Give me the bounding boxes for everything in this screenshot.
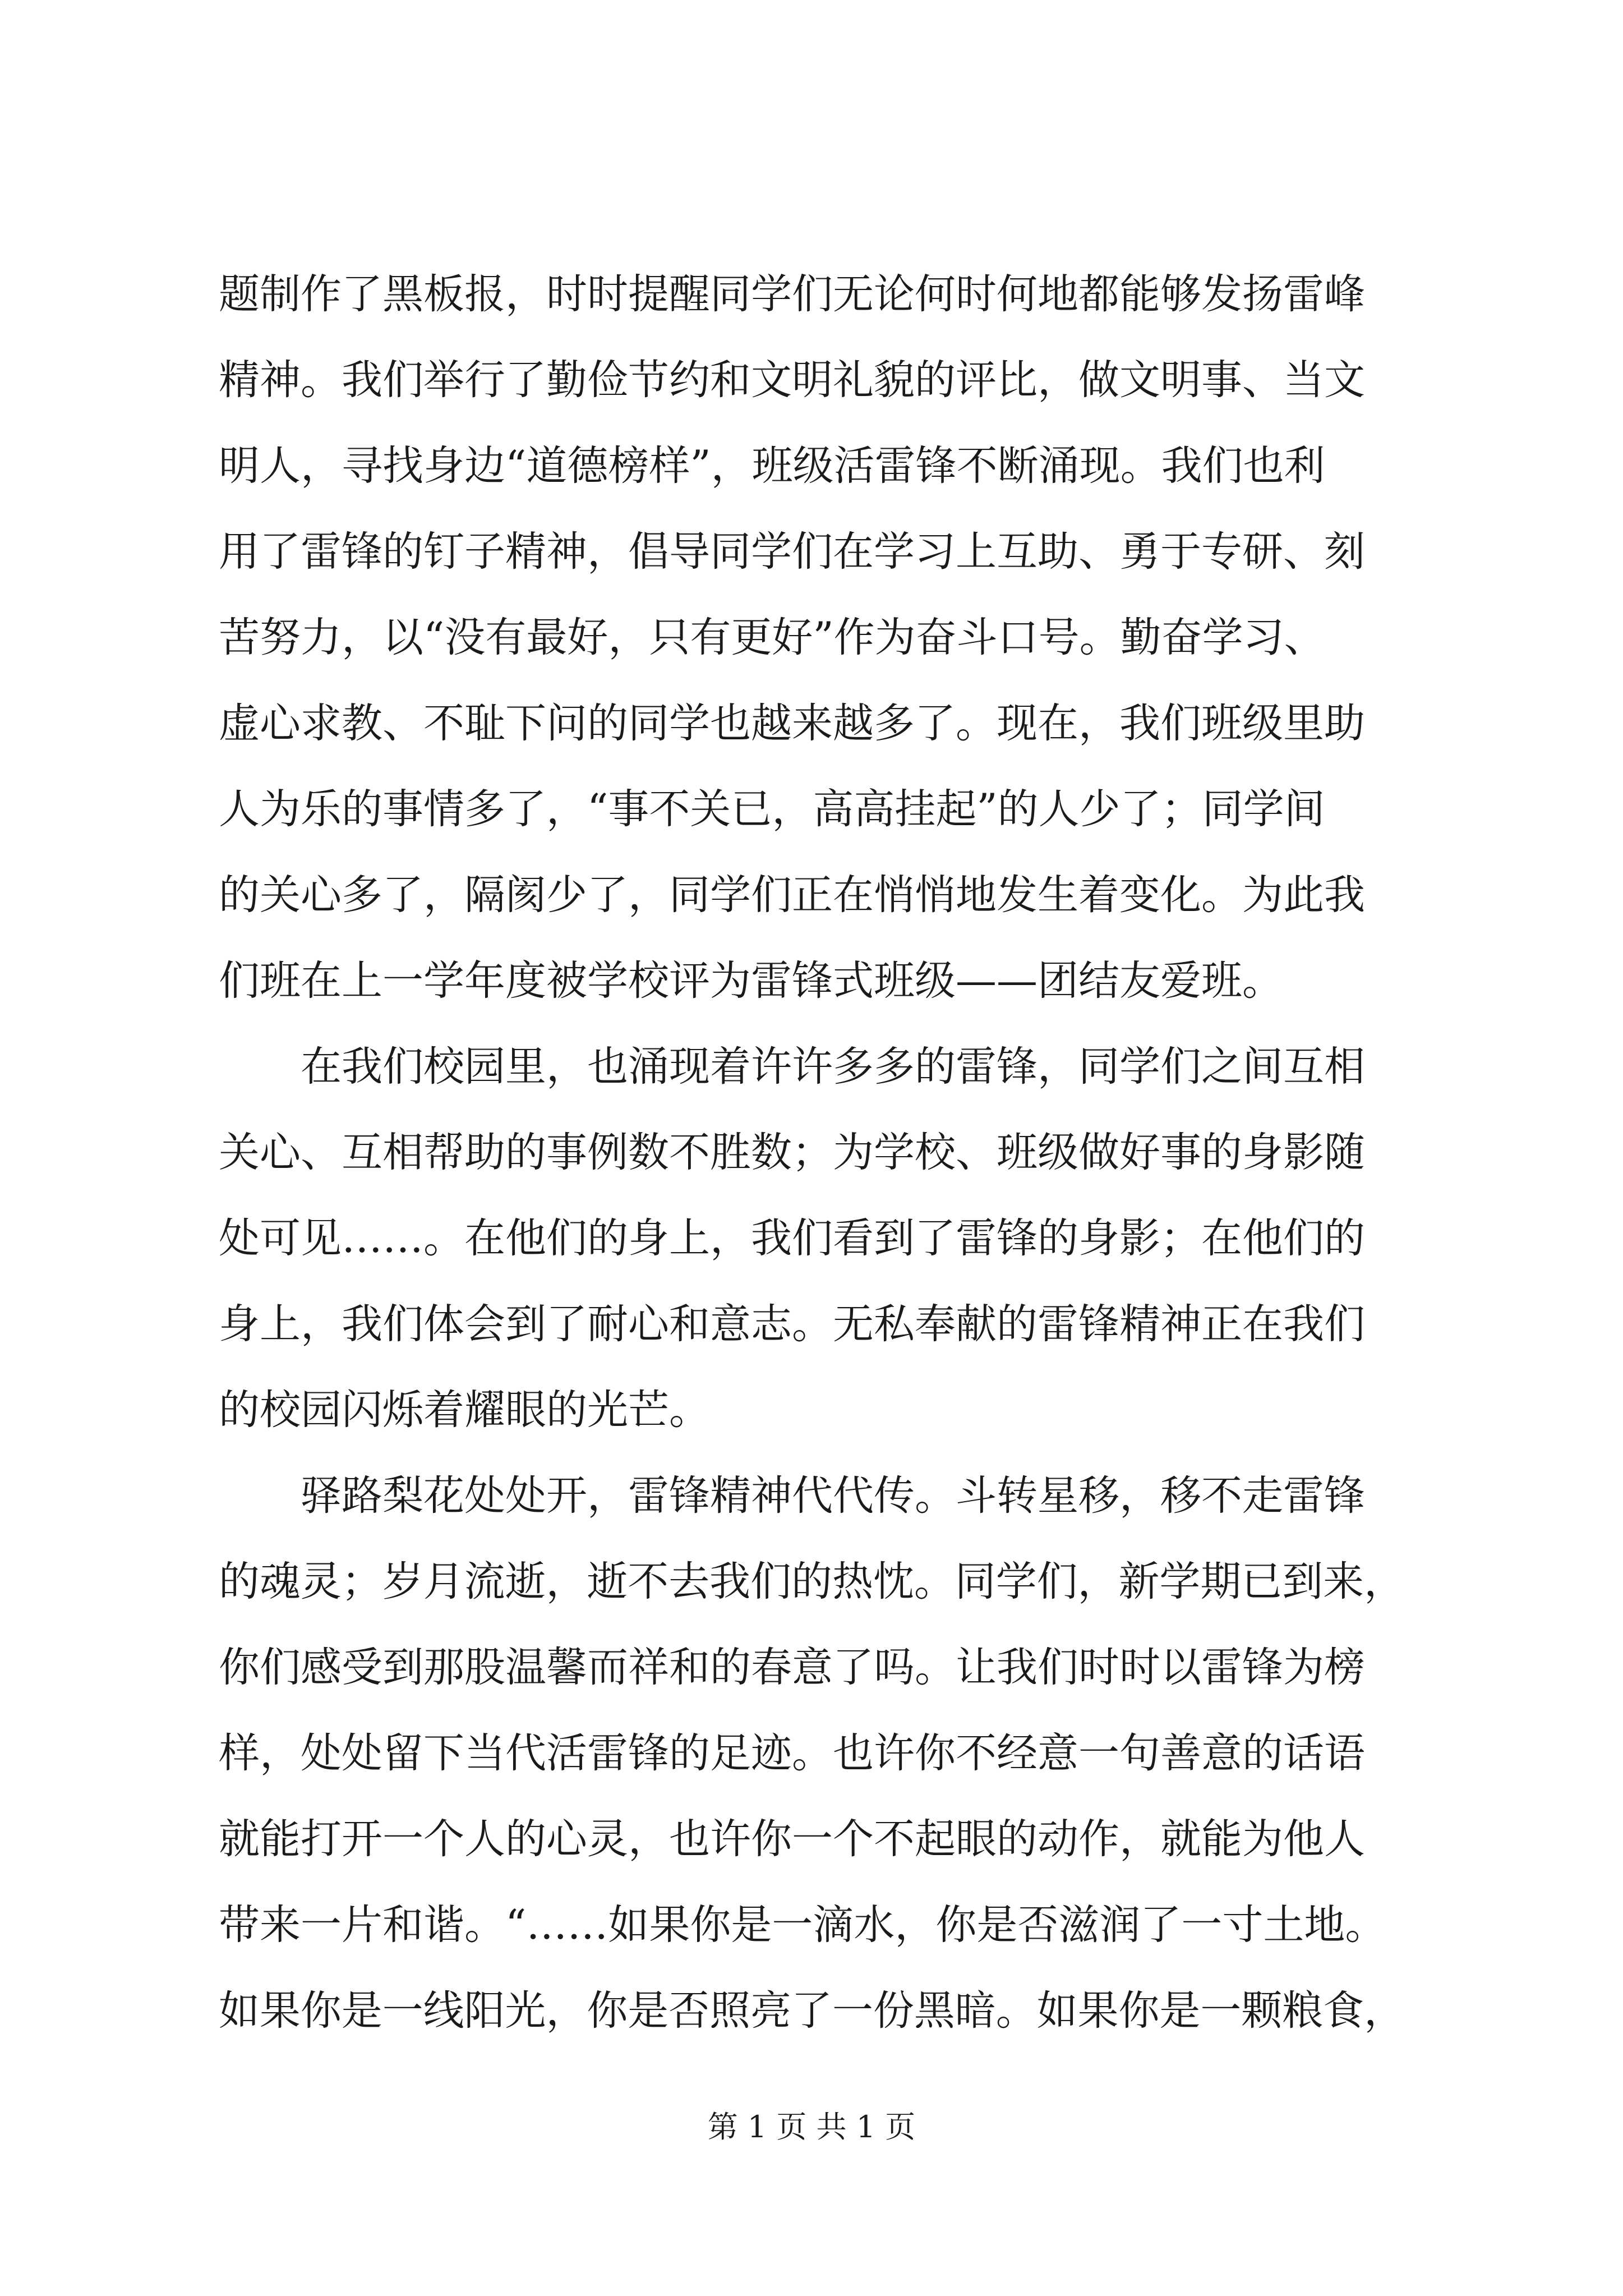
text-line: 明人，寻找身边“道德榜样”，班级活雷锋不断涌现。我们也利 bbox=[219, 442, 1325, 490]
text-line: 虚心求教、不耻下问的同学也越来越多了。现在，我们班级里助 bbox=[219, 700, 1365, 747]
text-line: 关心、互相帮助的事例数不胜数；为学校、班级做好事的身影随 bbox=[219, 1129, 1365, 1176]
text-line: 身上，我们体会到了耐心和意志。无私奉献的雷锋精神正在我们 bbox=[219, 1300, 1365, 1348]
text-line: 就能打开一个人的心灵，也许你一个不起眼的动作，就能为他人 bbox=[219, 1815, 1365, 1863]
text-line: 在我们校园里，也涌现着许许多多的雷锋，同学们之间互相 bbox=[219, 1043, 1365, 1091]
text-line: 处可见……。在他们的身上，我们看到了雷锋的身影；在他们的 bbox=[219, 1214, 1365, 1262]
text-line: 驿路梨花处处开，雷锋精神代代传。斗转星移，移不走雷锋 bbox=[219, 1472, 1365, 1520]
text-line: 的魂灵；岁月流逝，逝不去我们的热忱。同学们，新学期已到来， bbox=[219, 1558, 1405, 1605]
text-line: 人为乐的事情多了，“事不关已，高高挂起”的人少了；同学间 bbox=[219, 785, 1325, 833]
page-footer: 第 1 页 共 1 页 bbox=[707, 2109, 916, 2145]
text-line: 的校园闪烁着耀眼的光芒。 bbox=[219, 1386, 710, 1434]
text-line: 题制作了黑板报，时时提醒同学们无论何时何地都能够发扬雷峰 bbox=[219, 270, 1365, 318]
text-line: 苦努力，以“没有最好，只有更好”作为奋斗口号。勤奋学习、 bbox=[219, 614, 1325, 661]
text-line: 精神。我们举行了勤俭节约和文明礼貌的评比，做文明事、当文 bbox=[219, 356, 1365, 404]
text-line: 带来一片和谐。“……如果你是一滴水，你是否滋润了一寸土地。 bbox=[219, 1901, 1386, 1949]
text-line: 你们感受到那股温馨而祥和的春意了吗。让我们时时以雷锋为榜 bbox=[219, 1644, 1365, 1691]
text-line: 的关心多了，隔阂少了，同学们正在悄悄地发生着变化。为此我 bbox=[219, 871, 1365, 919]
text-line: 们班在上一学年度被学校评为雷锋式班级——团结友爱班。 bbox=[219, 957, 1283, 1005]
text-line: 用了雷锋的钉子精神，倡导同学们在学习上互助、勇于专研、刻 bbox=[219, 528, 1365, 576]
text-line: 样，处处留下当代活雷锋的足迹。也许你不经意一句善意的话语 bbox=[219, 1729, 1365, 1777]
text-line: 如果你是一线阳光，你是否照亮了一份黑暗。如果你是一颗粮食， bbox=[219, 1987, 1405, 2035]
